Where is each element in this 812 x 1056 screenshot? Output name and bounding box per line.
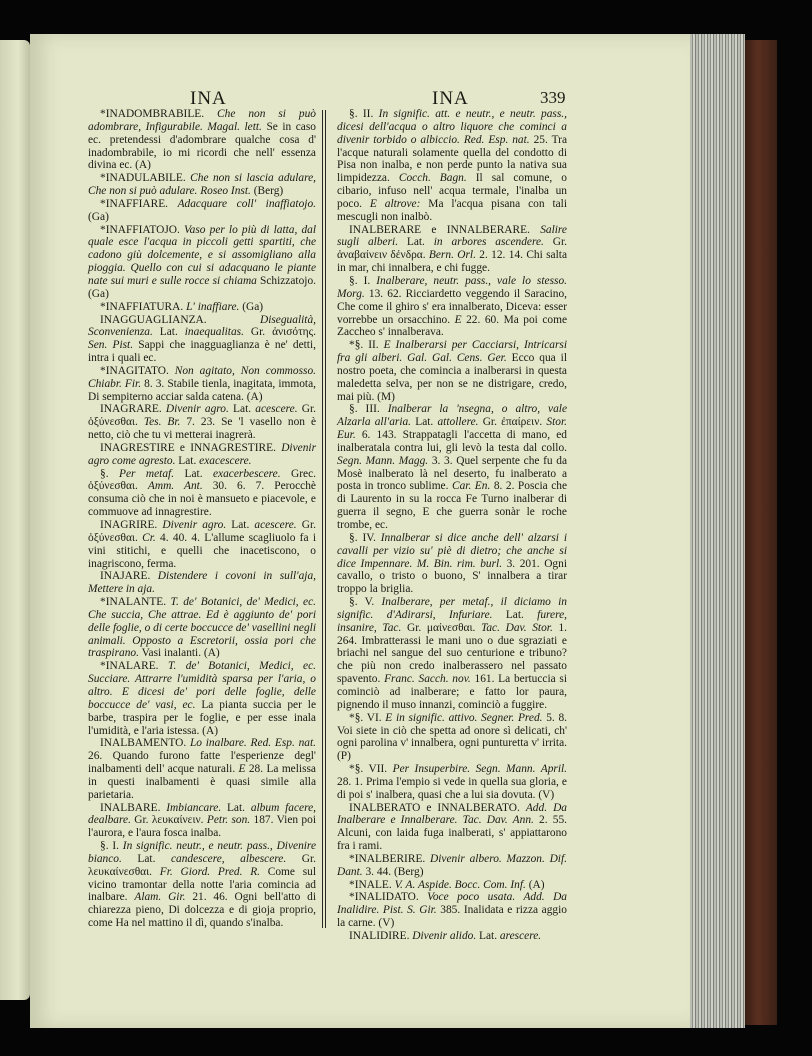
entry-definition: Franc. Sacch. nov.	[384, 673, 471, 686]
entry-definition: Per Insuperbire. Segn. Mann. April.	[392, 763, 567, 776]
entry-text: 8. 2. Poscia che di Laurento in su la rocca Fe Turno inalberar di guerra il segno, E che guerra sonàr le roche trombe, ec.	[337, 480, 567, 531]
entry-text: 3. 3. Quel serpente che fu da Mosè inalberato là nel deserto, fu inalberato a posta in tronco sublime.	[337, 454, 567, 493]
entry-headword: *INAFFIARE.	[100, 197, 178, 210]
entry-definition: acescere.	[254, 519, 297, 531]
dictionary-entry	[88, 224, 316, 301]
entry-text: 8. 3. Stabile tienla, inagitata, immota, Di sempiterno acciar salda catena. (A)	[88, 377, 316, 403]
entry-text: 25. Tra l'acque naturali solamente quella del condotto di Pisa non inalba, e non perde punto la nativa sua limpidezza.	[337, 133, 567, 185]
entry-definition: Divenir agro.	[165, 403, 229, 416]
entry-text: Sappi che inagguaglianza è ne' detti, intra i quali ec.	[88, 339, 316, 365]
entry-text: Schizzatojo. (Ga)	[88, 274, 316, 300]
entry-headword: §. III.	[349, 403, 388, 416]
entry-text: Lat.	[398, 236, 434, 249]
dictionary-entry	[88, 570, 316, 596]
entry-text: 22. 60. Ma poi come Zaccheo s' innalberava.	[337, 313, 567, 339]
entry-definition: Adacquare coll' inaffiatojo.	[177, 197, 316, 210]
entry-text: 1. 264. Imbratterassi le mani uno o due sgraziati e briachi nel sangue del suo centurione e tribuno? che più non credo inalberassero nel passato spavento.	[337, 621, 568, 686]
entry-headword: §. I.	[349, 274, 377, 287]
running-head-left: INA	[190, 88, 227, 109]
dictionary-entry	[337, 339, 567, 403]
entry-definition: Divenir agro.	[162, 519, 227, 531]
entry-headword: §. II.	[349, 108, 379, 120]
entry-text: Lat.	[175, 454, 200, 467]
entry-definition: acescere.	[255, 403, 298, 416]
column-divider	[325, 110, 326, 928]
dictionary-entry	[337, 224, 567, 275]
entry-text: Ecco qua il nostro poeta, che comincia a inalberarsi in questa maledetta selva, per non se ne distrigare, credo, mai più. (M)	[337, 352, 567, 403]
entry-definition: Divenir agro come agresto.	[88, 441, 316, 467]
dictionary-entry	[88, 596, 316, 660]
entry-definition: Salire sugli alberi.	[337, 223, 567, 249]
entry-headword: INAGRESTIRE e INNAGRESTIRE.	[100, 441, 282, 454]
left-column	[88, 108, 316, 930]
entry-text: Gr. λευκαίνειν.	[130, 814, 207, 827]
entry-headword: *INALARE.	[100, 660, 168, 673]
entry-definition: V. A. Aspide. Bocc. Com. Inf.	[394, 878, 526, 891]
dictionary-entry	[337, 879, 567, 892]
entry-headword: *INADULABILE.	[100, 172, 191, 185]
entry-definition: E	[238, 763, 246, 776]
dictionary-entry	[337, 108, 567, 224]
entry-definition: Vaso per lo più di latta, dal quale esce l'acqua in piccoli getti spartiti, che cadono giù dolcemente, e si assomigliano alla pioggia. Quello con cui si adacquano le piante nate sui muri e sulle rocce si chiama	[88, 223, 316, 287]
entry-headword: INAGGUAGLIANZA.	[100, 313, 260, 326]
dictionary-entry	[88, 172, 316, 198]
entry-definition: E	[454, 313, 462, 326]
entry-text: Gr. ἐπαίρειν.	[478, 416, 547, 429]
entry-text: Vasi inalanti. (A)	[138, 647, 220, 660]
entry-headword: *INALANTE.	[100, 596, 171, 609]
entry-definition: arescere.	[499, 930, 542, 942]
entry-definition: Disegualità, Sconvenienza.	[88, 313, 316, 339]
entry-text: (Ga)	[88, 210, 109, 223]
entry-definition: inaequalitas.	[184, 326, 244, 339]
entry-text: 13. 62. Ricciardetto veggendo il Saracino, Che come il ghiro s' era innalberato, Diceva: esser vorrebbe un orsacchino.	[337, 287, 567, 326]
entry-definition: exacerbescere.	[213, 467, 281, 480]
facing-page-edge	[0, 40, 30, 1000]
entry-definition: L' inaffiare.	[186, 300, 240, 313]
entry-text: 4. 40. 4. L'allume scagliuolo fa i vini stitichi, e quelli che inacetiscono, o inagriscono, ferma.	[88, 531, 316, 570]
entry-definition: album facere, dealbare.	[88, 801, 316, 827]
entry-definition: Car. En.	[451, 480, 491, 493]
entry-text: 3. 201. Ogni cavallo, o tristo o buono, S' innalbera a tirar troppo la briglia.	[337, 557, 567, 596]
entry-text: 7. 23. Se 'l vasello non è netto, ciò che tu vi metterai inagrerà.	[88, 416, 317, 442]
entry-text: 6. 143. Strappatagli l'accetta di mano, ed inalberatala contra lui, gli levò la testa dal collo.	[337, 429, 567, 454]
entry-definition: furere, insanire, Tac.	[337, 608, 567, 634]
entry-headword: INAJARE.	[100, 570, 158, 583]
dictionary-entry	[337, 763, 567, 802]
entry-definition: Add. Da Inalberare e Innalberare. Tac. Dav. Ann.	[337, 801, 568, 827]
running-head-right: INA	[432, 88, 469, 109]
entry-definition: Alam. Gir.	[134, 891, 186, 904]
entry-definition: E Inalberarsi per Cacciarsi, Intricarsi fra gli alberi. Gal. Gal. Cens. Ger.	[337, 339, 567, 365]
dictionary-entry	[337, 853, 567, 879]
entry-definition: Tes. Br.	[143, 416, 181, 429]
dictionary-entry	[88, 403, 316, 442]
entry-text: 30. 6. 7. Perocchè consuma ciò che in noi è mansueto e piacevole, e commuove ad innagrestire.	[88, 480, 316, 519]
entry-text: Lat.	[411, 416, 438, 429]
entry-text: 161. La bertuccia si cominciò ad inalberare; e fatto lor paura, pignendo il muso innanzi, cominciò a fuggire.	[337, 673, 568, 711]
dictionary-entry	[337, 802, 567, 853]
entry-definition: Voce poco usata. Add. Da Inalidire. Pist. S. Gir.	[337, 891, 567, 917]
page-number: 339	[540, 88, 566, 107]
entry-text: 5. 8. Voi siete in ciò che spetta ad onore sì delicati, ch' ogni parolina v' innalbera, ogni punturetta v' irrita. (P)	[337, 711, 567, 763]
entry-definition: Sen. Pist.	[88, 339, 134, 352]
entry-definition: Inalberar la 'nsegna, o altro, vale Alzarla all'aria.	[337, 403, 567, 429]
entry-text: (Ga)	[239, 300, 264, 313]
entry-text: 2. 55. Alcuni, con laida fuga inalberati, s' appiattarono fra i rami.	[337, 814, 567, 853]
dictionary-entry	[88, 519, 316, 570]
dictionary-entry	[337, 930, 567, 943]
entry-headword: *INALBERIRE.	[349, 852, 431, 865]
page-block-edge	[690, 34, 745, 1028]
dictionary-entry	[88, 737, 316, 801]
entry-definition: Amm. Ant.	[147, 480, 203, 493]
entry-text: Lat.	[476, 930, 500, 942]
entry-definition: Stor. Eur.	[337, 416, 567, 442]
entry-text: 3. 44. (Berg)	[362, 865, 424, 878]
entry-headword: INALBERATO e INNALBERATO.	[349, 801, 526, 814]
right-column	[337, 108, 567, 943]
entry-text: Lat.	[174, 467, 213, 480]
dictionary-entry	[88, 108, 316, 172]
entry-text: (A)	[525, 878, 545, 891]
dictionary-entry	[88, 840, 316, 930]
entry-text: Lat.	[492, 608, 538, 621]
entry-definition: Che non si può adombrare, Infigurabile. Magal. lett.	[88, 108, 316, 133]
entry-headword: *INAGITATO.	[100, 364, 175, 377]
entry-definition: Divenir alido.	[412, 930, 477, 942]
dictionary-entry	[88, 442, 316, 468]
entry-headword: *INAFFIATURA.	[100, 300, 187, 313]
dictionary-entry	[337, 403, 567, 531]
entry-definition: Fr. Giord. Pred. R.	[159, 865, 260, 878]
entry-definition: Non agitato, Non commosso. Chiabr. Fir.	[88, 364, 317, 390]
entry-definition: E in signific. attivo. Segner. Pred.	[385, 711, 543, 724]
entry-definition: Imbiancare.	[166, 801, 222, 814]
entry-definition: Distendere i covoni in sull'aja, Mettere in aja.	[88, 570, 316, 596]
entry-definition: Che non si lascia adulare, Che non si può adulare. Roseo Inst.	[88, 172, 316, 198]
entry-headword: INALIDIRE.	[349, 930, 413, 942]
entry-definition: Bern. Orl.	[428, 249, 476, 262]
entry-definition: attollere.	[437, 416, 479, 429]
entry-headword: *INALE.	[349, 878, 395, 891]
entry-definition: Petr. son.	[206, 814, 251, 827]
dictionary-entry	[337, 596, 567, 712]
entry-definition: Per metaf.	[119, 467, 175, 480]
column-divider	[322, 110, 323, 928]
entry-headword: INALBAMENTO.	[100, 737, 190, 750]
entry-text: Il sal comune, o cibario, infuso nell' acqua termale, l'inalba un poco.	[337, 172, 567, 210]
entry-definition: in arbores ascendere.	[433, 236, 544, 249]
entry-headword: INALBARE.	[100, 801, 167, 814]
entry-text: 2. 12. 14. Chi salta in mar, chi innalbera, e chi fugge.	[337, 249, 567, 275]
entry-text: Se in caso ec. pretendessi d'adombrare qualche cosa d' inadombrabile, io mi ricordi che nell' essenza divina ec. (A)	[88, 120, 316, 172]
entry-headword: *INALIDATO.	[349, 891, 428, 904]
entry-text: Grec. ὀξύνεσθαι.	[88, 467, 316, 493]
entry-headword: §. V.	[349, 596, 382, 609]
entry-text: (Berg)	[250, 185, 284, 198]
entry-text: Lat.	[228, 403, 256, 416]
entry-text: Gr. ἀναβαίνειν δένδρα.	[337, 236, 567, 262]
entry-definition: Inalberare, per metaf., il diciamo in signific. d'Adirarsi, Infuriare.	[337, 596, 567, 621]
entry-definition: Cocch. Bagn.	[398, 172, 467, 185]
dictionary-entry	[88, 365, 316, 404]
entry-text: Gr. λευκαίνεσθαι.	[88, 852, 316, 878]
entry-text: Lat.	[221, 801, 251, 814]
entry-definition: Segn. Mann. Magg.	[337, 454, 429, 467]
entry-headword: INAGRIRE.	[100, 519, 163, 531]
entry-headword: §.	[100, 467, 119, 480]
entry-text: La pianta succia per le barbe, traspira per le foglie, e per esse inala l'umidità, e l'aria istessa. (A)	[88, 698, 317, 737]
entry-definition: T. de' Botanici, Medici, ec. Succiare. Attrarre l'umidità sparsa per l'aria, o altro. E dicesi de' pori delle foglie, delle boccucce de' vasi, ec.	[88, 660, 317, 711]
dictionary-entry	[337, 275, 567, 339]
entry-text: Gr. ὀξύνεσθαι.	[88, 403, 317, 429]
entry-text: 28. 1. Prima l'empio si vede in quella sua gloria, e di poi s' inalbera, quasi che a lui sia dovuta. (V)	[337, 775, 567, 801]
entry-definition: candescere, albescere.	[170, 852, 287, 865]
entry-headword: *§. II.	[349, 339, 384, 352]
dictionary-entry	[88, 314, 316, 365]
entry-headword: INAGRARE.	[100, 403, 166, 416]
dictionary-entry	[337, 712, 567, 763]
book-cover	[745, 40, 777, 1025]
entry-headword: §. IV.	[349, 531, 381, 544]
entry-text: Gr. ἀνισότης.	[243, 326, 316, 339]
dictionary-entry	[337, 891, 567, 930]
entry-definition: In signific. neutr., e neutr. pass., Divenire bianco.	[88, 840, 317, 865]
entry-headword: §. I.	[100, 840, 123, 853]
dictionary-entry	[88, 468, 316, 519]
entry-text: Gr. ὀξύνεσθαι.	[88, 519, 316, 544]
entry-text: Come sul vicino tramontar della notte l'aria comincia ad inalbare.	[88, 865, 316, 904]
entry-definition: Cr.	[142, 531, 156, 544]
entry-text: 21. 46. Ogni bell'atto di chiarezza pieno, Di dolcezza e di gioja proprio, come Ha nel mattino il dì, quando s'inalba.	[88, 891, 316, 930]
entry-headword: INALBERARE e INNALBERARE.	[349, 223, 541, 236]
dictionary-entry	[88, 198, 316, 224]
entry-definition: exacescere.	[199, 454, 252, 467]
entry-definition: T. de' Botanici, de' Medici, ec. Che succia, Che attrae. Ed è aggiunto de' pori delle foglie, o di certe boccucce de' vasellini negli animali. Opposto a Escretorii, ossia pori che traspirano.	[88, 596, 316, 660]
entry-definition: E altrove:	[369, 197, 421, 210]
entry-text: Gr. μαίνεσθαι.	[401, 621, 482, 634]
entry-definition: In signific. att. e neutr., e neutr. pass., dicesi dell'acqua o altro liquore che cominci a divenir torbido o albiccio. Red. Esp. nat.	[337, 108, 567, 146]
entry-definition: Inalberare, neutr. pass., vale lo stesso. Morg.	[337, 274, 567, 300]
entry-text: 187. Vien poi l'aurora, e l'aura fosca inalba.	[88, 814, 316, 840]
dictionary-entry	[88, 802, 316, 841]
entry-text: Lat.	[121, 852, 171, 865]
entry-headword: *§. VI.	[349, 711, 386, 724]
entry-definition: Lo inalbare. Red. Esp. nat.	[189, 737, 317, 750]
entry-definition: Divenir albero. Mazzon. Dif. Dant.	[337, 852, 567, 878]
entry-text: 385. Inalidata e rizza aggio la carne. (V)	[337, 904, 567, 930]
dictionary-entry	[88, 301, 316, 314]
entry-text: Lat.	[152, 326, 185, 339]
dictionary-entry	[88, 660, 316, 737]
entry-definition: Innalberar si dice anche dell' alzarsi i cavalli per vizio su' piè di dietro; che anche si dice Impennare. M. Bin. rim. burl.	[337, 531, 567, 570]
entry-headword: *INADOMBRABILE.	[100, 108, 218, 120]
entry-text: 28. La melissa in questi inalbamenti è quasi simile alla parietaria.	[88, 763, 316, 801]
entry-headword: *INAFFIATOJO.	[100, 223, 184, 236]
entry-text: 26. Quando furono fatte l'esperienze degl' inalbamenti dell' acque naturali.	[88, 750, 316, 776]
entry-definition: Tac. Dav. Stor.	[481, 621, 553, 634]
entry-headword: *§. VII.	[349, 763, 393, 776]
entry-text: Ma l'acqua pisana con tali mescugli non inalbò.	[337, 197, 567, 223]
entry-text: Lat.	[226, 519, 255, 531]
dictionary-entry	[337, 532, 567, 596]
